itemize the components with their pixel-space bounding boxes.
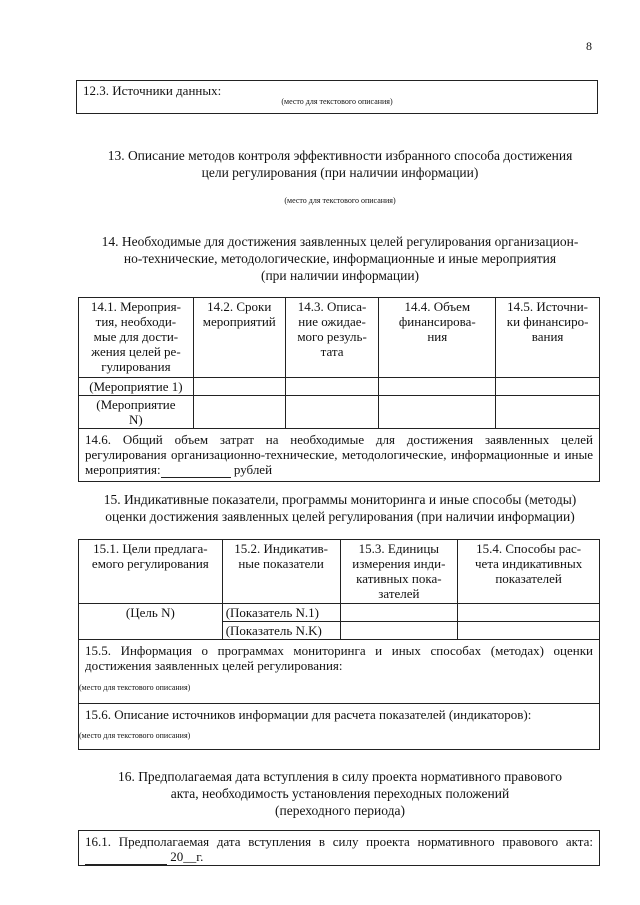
table-cell[interactable] — [379, 396, 496, 429]
indicators-table — [78, 539, 600, 750]
table-cell[interactable] — [458, 622, 600, 640]
measures-table — [78, 297, 600, 482]
goal-cell: (Цель N) — [79, 604, 223, 640]
text-placeholder: (место для текстового описания) — [284, 196, 396, 205]
effective-date-text: 16.1. Предполагаемая дата вступления в силу проекта нормативного правового акта: — [85, 834, 593, 849]
column-header: 14.2. Сроки мероприятий — [193, 298, 285, 378]
heading-line: (переходного периода) — [275, 803, 405, 818]
table-cell[interactable] — [496, 378, 600, 396]
heading-line: цели регулирования (при наличии информации) — [201, 165, 479, 180]
table-row — [79, 704, 600, 750]
monitoring-info-text: 15.5. Информация о программах мониторинга и иных способах (методах) оценки достижения заявленных целей регулирования: — [85, 643, 593, 673]
heading-line: 14. Необходимые для достижения заявленных целей регулирования организацион- — [101, 234, 579, 249]
data-sources-box[interactable] — [76, 80, 598, 114]
column-header: 14.3. Описа- ние ожидае- мого резуль- тата — [285, 298, 379, 378]
table-row — [79, 604, 600, 622]
heading-line: (при наличии информации) — [260, 268, 420, 283]
date-year: 20__г. — [170, 849, 204, 864]
monitoring-info-cell[interactable] — [79, 640, 600, 704]
column-header: 15.3. Единицы измерения инди- кативных пока- зателей — [340, 540, 458, 604]
column-header: 14.4. Объем финансирова- ния — [379, 298, 496, 378]
table-cell[interactable] — [285, 396, 379, 429]
column-header: 15.1. Цели предлага- емого регулирования — [79, 540, 223, 604]
table-cell[interactable] — [193, 396, 285, 429]
heading-line: но-технические, методологические, информационные и иные мероприятия — [123, 251, 557, 266]
column-header: 14.1. Мероприя- тия, необходи- мые для дости- жения целей ре- гулирования — [79, 298, 194, 378]
section-13-heading — [60, 147, 620, 181]
table-cell[interactable] — [340, 622, 458, 640]
table-cell[interactable] — [458, 604, 600, 622]
table-cell[interactable] — [379, 378, 496, 396]
section-15-heading — [60, 491, 620, 525]
indicator-cell: (Показатель N.K) — [222, 622, 340, 640]
measure-name: (Мероприятие 1) — [79, 378, 194, 396]
text-placeholder: (место для текстового описания) — [281, 97, 393, 106]
date-blank[interactable] — [85, 849, 167, 865]
heading-line: 16. Предполагаемая дата вступления в силу проекта нормативного правового — [117, 769, 563, 784]
column-header: 15.2. Индикатив- ные показатели — [222, 540, 340, 604]
indicator-cell: (Показатель N.1) — [222, 604, 340, 622]
table-cell[interactable] — [496, 396, 600, 429]
data-sources-label: 12.3. Источники данных: — [83, 83, 222, 98]
table-cell[interactable] — [193, 378, 285, 396]
amount-blank[interactable] — [161, 462, 231, 478]
table-row — [79, 378, 600, 396]
table-cell[interactable] — [285, 378, 379, 396]
table-row — [79, 396, 600, 429]
heading-line: 15. Индикативные показатели, программы мониторинга и иные способы (методы) — [103, 492, 577, 507]
heading-line: 13. Описание методов контроля эффективности избранного способа достижения — [107, 148, 573, 163]
table-cell[interactable] — [340, 604, 458, 622]
column-header: 15.4. Способы рас- чета индикативных показателей — [458, 540, 600, 604]
heading-line: акта, необходимость установления переходных положений — [170, 786, 510, 801]
section-14-heading — [60, 233, 620, 284]
section-16-heading — [60, 768, 620, 819]
info-sources-text: 15.6. Описание источников информации для расчета показателей (индикаторов): — [85, 707, 532, 722]
total-costs-cell — [79, 429, 600, 482]
measure-name: (Мероприятие N) — [79, 396, 194, 429]
column-header: 14.5. Источни- ки финансиро- вания — [496, 298, 600, 378]
text-placeholder: (место для текстового описания) — [79, 731, 191, 740]
text-placeholder: (место для текстового описания) — [79, 683, 191, 692]
page-number: 8 — [586, 39, 592, 53]
currency-unit: рублей — [233, 462, 273, 477]
info-sources-cell[interactable] — [79, 704, 600, 750]
table-row — [79, 429, 600, 482]
heading-line: оценки достижения заявленных целей регулирования (при наличии информации) — [105, 509, 575, 524]
total-costs-text: 14.6. Общий объем затрат на необходимые для достижения заявленных целей регулирования организационно-технические, методологические, информационные и иные мероприятия: — [85, 432, 593, 477]
table-row — [79, 640, 600, 704]
effective-date-box — [78, 830, 600, 866]
